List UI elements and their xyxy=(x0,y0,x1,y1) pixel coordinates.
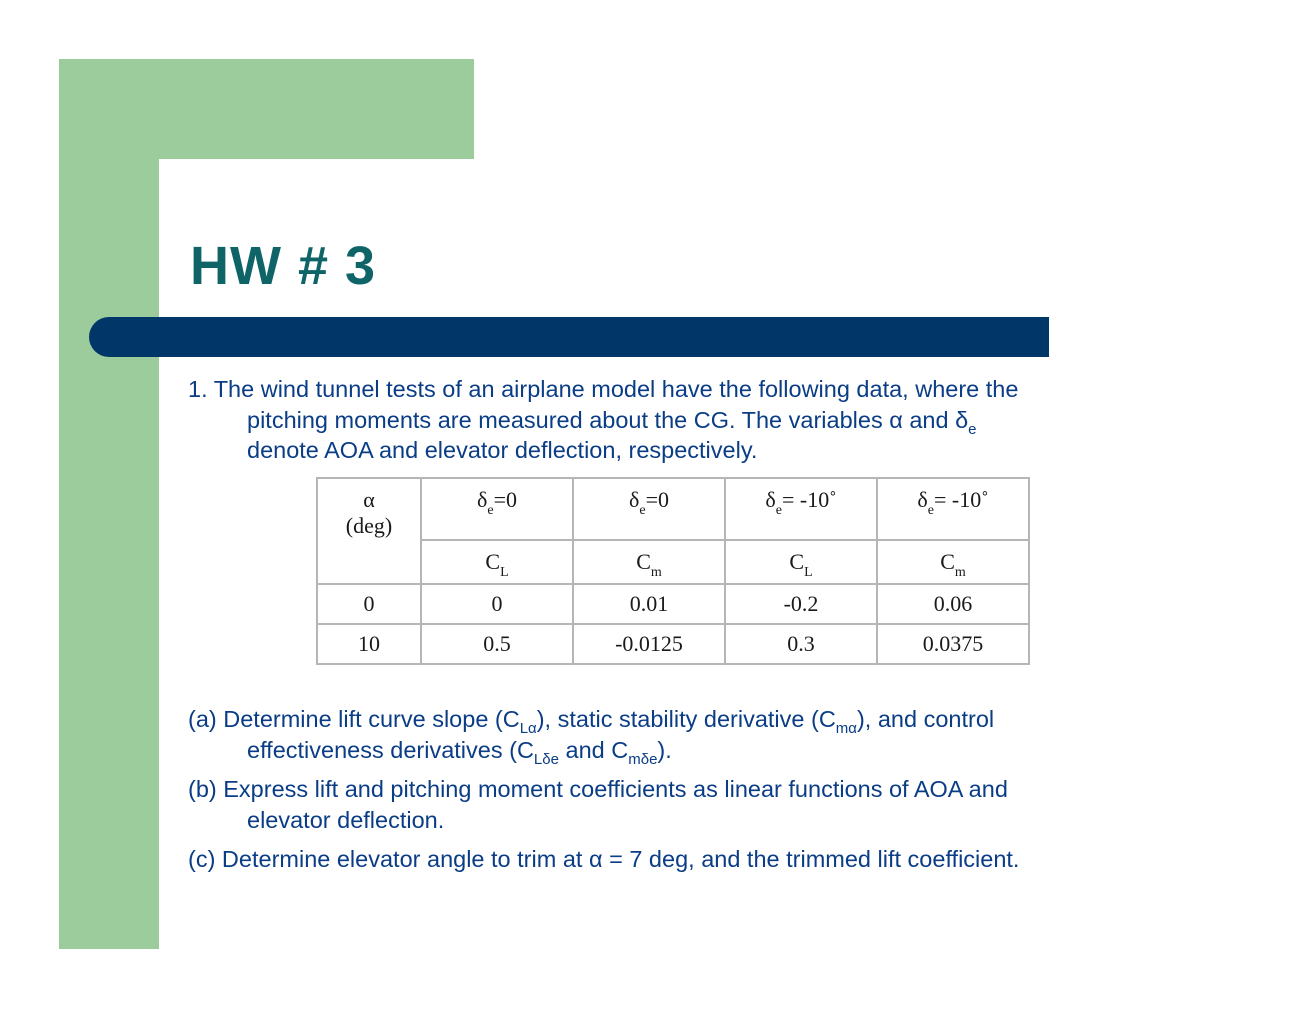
table-cell: 0.06 xyxy=(877,584,1029,624)
wind-tunnel-data-table xyxy=(316,477,1030,665)
question-part-b xyxy=(188,774,1188,835)
table-header-row xyxy=(317,478,1029,540)
problem-statement xyxy=(188,374,1188,466)
table-coefficient-row xyxy=(317,540,1029,584)
table-cell: 10 xyxy=(317,624,421,664)
header-coefficient: $C_m$ xyxy=(573,540,725,584)
header-elevator-setting: $\delta_e=$ -10˚ xyxy=(725,478,877,540)
table-cell: 0 xyxy=(421,584,573,624)
part-a-line-1: (a) Determine lift curve slope $(C_{L\alpha})$, static stability derivative $(C_{m\alpha})$, and control xyxy=(188,706,995,737)
header-elevator-setting: $\delta_e=$ -10˚ xyxy=(877,478,1029,540)
table-cell: 0.5 xyxy=(421,624,573,664)
question-part-a xyxy=(188,704,1188,768)
question-part-c xyxy=(188,844,1188,875)
part-a-line-2: effectiveness derivatives ($C_{L\delta e}$ and $C_{m\delta e}$). xyxy=(247,736,672,768)
table-cell: 0 xyxy=(317,584,421,624)
header-elevator-setting: $\delta_e=0$ xyxy=(421,478,573,540)
problem-line-1: 1. The wind tunnel tests of an airplane model have the following data, where the xyxy=(188,376,1019,402)
header-coefficient: $C_L$ xyxy=(725,540,877,584)
table-cell: -0.0125 xyxy=(573,624,725,664)
problem-line-2: pitching moments are measured about the CG. The variables α and $\delta_e$ xyxy=(247,406,977,438)
slide-title: HW # 3 xyxy=(190,236,377,296)
table-row xyxy=(317,584,1029,624)
part-b-line-1: (b) Express lift and pitching moment coefficients as linear functions of AOA and xyxy=(188,776,1008,802)
header-coefficient: $C_m$ xyxy=(877,540,1029,584)
header-alpha-cell: α (deg) xyxy=(317,478,421,540)
table-cell: -0.2 xyxy=(725,584,877,624)
green-frame-left xyxy=(59,59,159,949)
part-b-line-2: elevator deflection. xyxy=(247,806,445,833)
title-underline-bar xyxy=(89,317,1049,357)
table-row xyxy=(317,624,1029,664)
table-cell: 0.0375 xyxy=(877,624,1029,664)
table-cell: 0.01 xyxy=(573,584,725,624)
header-elevator-setting: $\delta_e=0$ xyxy=(573,478,725,540)
table-cell: 0.3 xyxy=(725,624,877,664)
problem-line-3: denote AOA and elevator deflection, respectively. xyxy=(247,437,758,463)
part-c-line-1: (c) Determine elevator angle to trim at α = 7 deg, and the trimmed lift coefficient. xyxy=(188,846,1020,872)
header-coefficient: $C_L$ xyxy=(421,540,573,584)
